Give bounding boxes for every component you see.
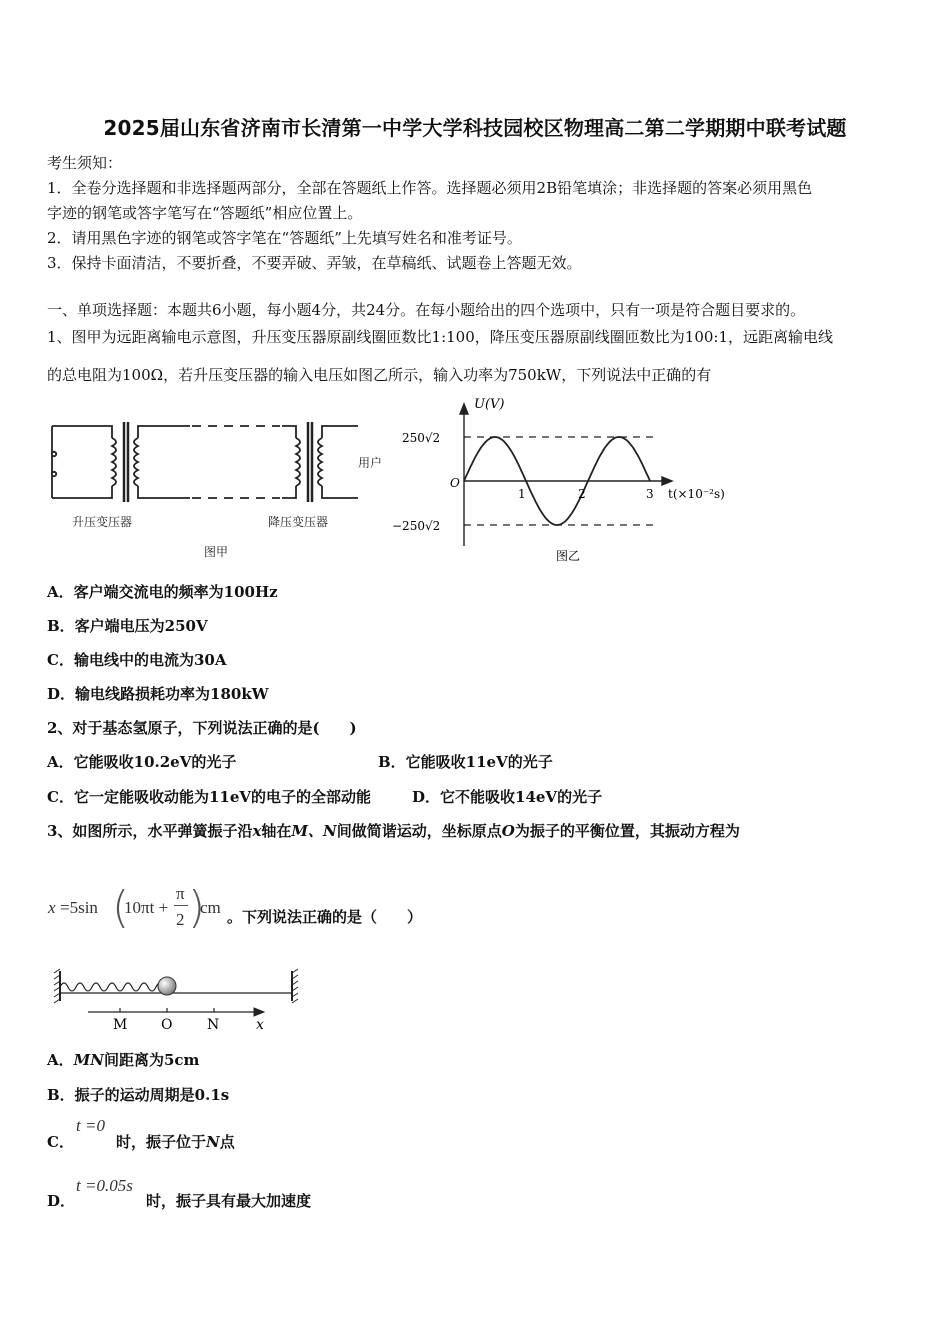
- q3-option-c-equation: t =0: [76, 1116, 105, 1135]
- notice-item-2: 2．请用黑色字迹的钢笔或答字笔在“答题纸”上先填写姓名和准考证号。: [47, 229, 522, 247]
- x-tick-2: 2: [578, 487, 586, 501]
- label-o: O: [161, 1017, 173, 1033]
- q2-option-b: B．它能吸收11eV的光子: [378, 753, 553, 771]
- q1-option-b: B．客户端电压为250V: [47, 617, 208, 635]
- figure-jia-caption: 图甲: [204, 545, 229, 559]
- q3-option-d-text: 时，振子具有最大加速度: [146, 1192, 312, 1210]
- section-heading: 一、单项选择题：本题共6小题，每小题4分，共24分。在每小题给出的四个选项中，只有一项是符合题目要求的。: [47, 301, 806, 319]
- step-down-transformer-label: 降压变压器: [268, 515, 329, 529]
- q3-spring-oscillator-figure: [48, 965, 308, 1035]
- spring: [60, 983, 164, 991]
- q3-option-c-text: 时，振子位于N点: [116, 1133, 235, 1151]
- q1-option-c: C．输电线中的电流为30A: [47, 651, 227, 669]
- label-m: M: [113, 1017, 128, 1033]
- oscillator-ball: [158, 977, 176, 995]
- q2-option-c: C．它一定能吸收动能为11eV的电子的全部动能: [47, 788, 371, 806]
- q2-stem: 2、对于基态氢原子，下列说法正确的是( ): [47, 719, 357, 737]
- x-axis-label: t(×10⁻²s): [668, 487, 725, 501]
- x-tick-3: 3: [646, 487, 654, 501]
- q1-option-d: D．输电线路损耗功率为180kW: [47, 685, 269, 703]
- q3-option-a: A．MN间距离为5cm: [47, 1051, 200, 1069]
- y-axis-arrow: [460, 404, 468, 414]
- q3-option-d: D．: [47, 1192, 76, 1210]
- q3-stem: 3、如图所示，水平弹簧振子沿x轴在M、N间做简谐运动，坐标原点O为振子的平衡位置，其振动方程为: [47, 822, 740, 840]
- label-x: x: [256, 1017, 264, 1033]
- q2-option-d: D．它不能吸收14eV的光子: [412, 788, 603, 806]
- x-axis-arrow: [662, 477, 672, 485]
- y-max-label: 250√2: [402, 431, 441, 445]
- q3-option-c: C．: [47, 1133, 74, 1151]
- figure-yi-caption: 图乙: [556, 549, 581, 563]
- y-axis-label: U(V): [474, 397, 505, 412]
- notice-item-1-line-2: 字迹的钢笔或答字笔写在“答题纸”相应位置上。: [47, 204, 363, 222]
- notice-item-1-line-1: 1．全卷分选择题和非选择题两部分，全部在答题纸上作答。选择题必须用2B铅笔填涂；非选择题的答案必须用黑色: [47, 179, 813, 197]
- origin-label: O: [450, 476, 460, 490]
- exam-page: 2025届山东省济南市长清第一中学大学科技园校区物理高二第二学期期中联考试题 考生须知： 1．全卷分选择题和非选择题两部分，全部在答题纸上作答。选择题必须用2B铅笔填涂；非选择题的答案必须用黑色 字迹的钢笔或答字笔写在“答题纸”相应位置上。 2．请用黑色字迹的钢笔或答字笔在“答题纸”上先填写姓名和准考证号。 3．保持卡面清洁，不要折叠，不要弄破、弄皱，在草稿纸、试题卷上答题无效。 一、单项选择题：本题共6小题，每小题4分，共24分。在每小题给出的四个选项中，只有一项是符合题目要求的。 1、图甲为远距离输电示意图，升压变压器原副线圈匝数比1:100，降压变压器原副线圈匝数比为100:1，远距离输电线 的总电阻为100Ω，若升压变压器的输入电压如图乙所示，输入功率为750kW，下列说法中正确的有 用户 升压变压器 降压变压器 图甲 U(V) 250√2 −250√2 O 1 2 3 t(×10⁻²s) 图乙 A．客户端交流电的频率为100Hz B．客户端电压为250V C．输电线中的电流为30A D．输电线路损耗功率为180kW 2、对于基态氢原子，下列说法正确的是( ) A．它能吸收10.2eV的光子 B．它能吸收11eV的光子 C．它一定能吸收动能为11eV的电子的全部动能 D．它不能吸收14eV的光子 3、如图所示，水平弹簧振子沿x轴在M、N间做简谐运动，坐标原点O为振子的平衡位置，其振动方程为 x =5sin ( 10πt + π 2 ) cm 。下列说法正确的是（ ） M O N x A．MN间距离为5cm B．振子的运动周期是0.1s C． t =0 时，振子位于N点 D． t =0.05s 时，振子具有最大加速度: [0, 0, 950, 1344]
- notice-heading: 考生须知：: [47, 154, 123, 172]
- q3-option-b: B．振子的运动周期是0.1s: [47, 1086, 230, 1104]
- q2-option-a: A．它能吸收10.2eV的光子: [47, 753, 237, 771]
- step-up-transformer-label: 升压变压器: [72, 515, 133, 529]
- q3-after-equation: 。下列说法正确的是（ ）: [227, 908, 423, 926]
- x-tick-1: 1: [518, 487, 526, 501]
- label-n: N: [207, 1017, 220, 1033]
- y-min-label: −250√2: [392, 519, 441, 533]
- q1-stem-line-2: 的总电阻为100Ω，若升压变压器的输入电压如图乙所示，输入功率为750kW，下列说法中正确的有: [47, 366, 712, 384]
- notice-item-3: 3．保持卡面清洁，不要折叠，不要弄破、弄皱，在草稿纸、试题卷上答题无效。: [47, 254, 582, 272]
- q3-option-d-equation: t =0.05s: [76, 1176, 133, 1195]
- page-title: 2025届山东省济南市长清第一中学大学科技园校区物理高二第二学期期中联考试题: [103, 116, 847, 140]
- figure-yi-voltage-chart: [390, 392, 735, 572]
- user-label: 用户: [358, 456, 383, 470]
- q1-option-a: A．客户端交流电的频率为100Hz: [47, 583, 278, 601]
- q1-stem-line-1: 1、图甲为远距离输电示意图，升压变压器原副线圈匝数比1:100，降压变压器原副线圈匝数比为100:1，远距离输电线: [47, 328, 834, 346]
